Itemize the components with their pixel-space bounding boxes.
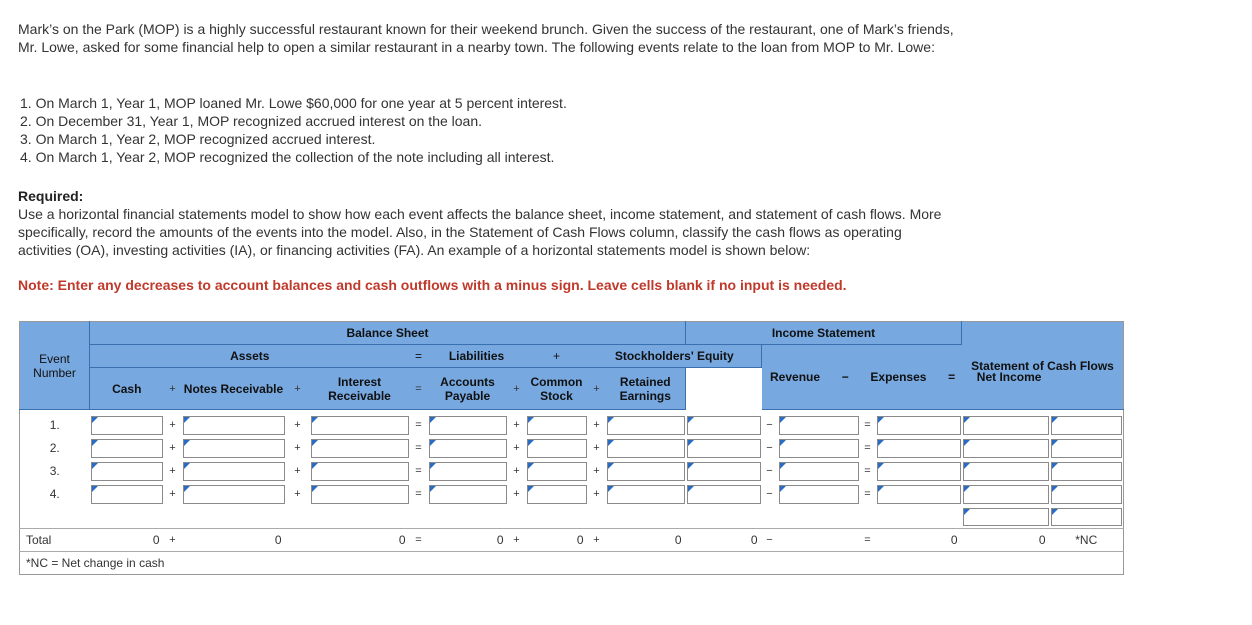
plus-sign: + [169,442,176,454]
cash-header: Cash [90,368,164,410]
revenue-input[interactable] [686,460,762,483]
plus-sign: + [593,465,600,477]
equals-sign: = [410,345,428,368]
net-income-total: 0 [876,529,962,552]
equals-sign: = [864,488,871,500]
net-income-input[interactable] [876,437,962,460]
income-statement-header: Income Statement [686,322,962,345]
equals-sign: = [864,419,871,431]
event-item: 4. On March 1, Year 2, MOP recognized the collection of the note including all interest. [20,149,555,165]
required-text: Use a horizontal financial statements model to show how each event affects the balance sheet, income statement, and statement of cash flows. More specifically, record the amounts of the events into the model. Also, in the Statement of Cash Flows column, classify the cash flows as operating activities (OA), investing activities (IA), or financing activities (FA). An example of a horizontal statements model is shown below: [18,206,942,258]
retained-earnings-input[interactable] [606,483,686,506]
net-income-header: Net Income [976,370,1042,384]
equals-sign: = [415,419,422,431]
total-label: Total [20,529,90,552]
intro-paragraph: Mark’s on the Park (MOP) is a highly successful restaurant known for their weekend brunch. Given the success of the restaurant, one of Mark’s friends, Mr. Lowe, asked for some financial help to open a similar restaurant in a nearby town. The following events relate to the loan from MOP to Mr. Lowe: [18,21,954,55]
plus-sign: + [169,488,176,500]
retained-earnings-total: 0 [606,529,686,552]
notes-receivable-input[interactable] [182,460,286,483]
event-number-header: Event Number [20,322,90,410]
plus-sign: + [286,368,310,410]
cash-flow-class-input[interactable] [1050,414,1124,437]
common-stock-input[interactable] [526,437,588,460]
equals-sign: = [415,488,422,500]
note-text: Note: Enter any decreases to account balances and cash outflows with a minus sign. Leave cells blank if no input is needed. [18,277,847,293]
equals-sign: = [864,442,871,454]
plus-sign: + [593,488,600,500]
interest-receivable-input[interactable] [310,437,410,460]
minus-sign: − [766,465,773,477]
plus-sign: + [164,368,182,410]
equals-sign: = [410,529,428,552]
plus-sign: + [169,419,176,431]
interest-receivable-total: 0 [310,529,410,552]
net-income-input[interactable] [876,414,962,437]
cash-flow-amount-input[interactable] [962,506,1050,529]
expenses-input[interactable] [778,483,860,506]
events-list [20,94,567,166]
retained-earnings-input[interactable] [606,460,686,483]
table-row [20,414,1124,437]
equals-sign: = [864,465,871,477]
table-row [20,506,1124,529]
plus-sign: + [294,442,301,454]
accounts-payable-header: Accounts Payable [428,368,508,410]
notes-receivable-input[interactable] [182,437,286,460]
accounts-payable-input[interactable] [428,460,508,483]
income-subheader [762,345,1050,410]
revenue-input[interactable] [686,437,762,460]
accounts-payable-input[interactable] [428,483,508,506]
liabilities-header: Liabilities [428,345,526,368]
accounts-payable-input[interactable] [428,437,508,460]
accounts-payable-total: 0 [428,529,508,552]
plus-sign: + [593,442,600,454]
interest-receivable-header: Interest Receivable [310,368,410,410]
equals-sign: = [415,442,422,454]
interest-receivable-input[interactable] [310,460,410,483]
cash-flow-amount-input[interactable] [962,437,1050,460]
equals-sign: = [410,368,428,410]
minus-sign: − [841,370,849,384]
retained-earnings-header: Retained Earnings [606,368,686,410]
cash-input[interactable] [90,483,164,506]
plus-sign: + [526,345,588,368]
cash-input[interactable] [90,437,164,460]
plus-sign: + [508,368,526,410]
nc-marker: *NC [1050,529,1124,552]
plus-sign: + [513,465,520,477]
minus-sign: − [766,442,773,454]
plus-sign: + [588,368,606,410]
interest-receivable-input[interactable] [310,414,410,437]
interest-receivable-input[interactable] [310,483,410,506]
plus-sign: + [169,465,176,477]
equals-sign: = [415,465,422,477]
cash-flow-total: 0 [962,529,1050,552]
cash-flow-amount-input[interactable] [962,483,1050,506]
event-label: 4. [49,487,60,501]
expenses-input[interactable] [778,437,860,460]
event-label: 3. [49,464,60,478]
revenue-total: 0 [686,529,762,552]
event-label: 1. [49,418,60,432]
plus-sign: + [513,419,520,431]
plus-sign: + [588,529,606,552]
required-title: Required: [18,188,84,204]
common-stock-input[interactable] [526,483,588,506]
retained-earnings-input[interactable] [606,437,686,460]
equals-sign: = [860,529,876,552]
event-item: 1. On March 1, Year 1, MOP loaned Mr. Lowe $60,000 for one year at 5 percent interest. [20,95,567,111]
plus-sign: + [294,419,301,431]
plus-sign: + [513,488,520,500]
footnote: *NC = Net change in cash [20,552,1124,575]
plus-sign: + [164,529,182,552]
cash-flow-amount-input[interactable] [962,460,1050,483]
plus-sign: + [513,442,520,454]
table-row [20,483,1124,506]
revenue-header: Revenue [770,370,821,384]
stockholders-equity-header: Stockholders' Equity [588,345,762,368]
plus-sign: + [294,488,301,500]
cash-flows-header: Statement of Cash Flows [962,322,1124,410]
assets-header: Assets [90,345,410,368]
revenue-input[interactable] [686,414,762,437]
accounts-payable-input[interactable] [428,414,508,437]
equals-sign: = [948,370,956,384]
net-income-input[interactable] [876,483,962,506]
cash-flow-class-input[interactable] [1050,483,1124,506]
common-stock-input[interactable] [526,460,588,483]
expenses-header: Expenses [870,370,927,384]
balance-sheet-header: Balance Sheet [90,322,686,345]
notes-receivable-header: Notes Receivable [182,368,286,410]
event-item: 3. On March 1, Year 2, MOP recognized accrued interest. [20,131,376,147]
cash-flow-class-input[interactable] [1050,506,1124,529]
plus-sign: + [508,529,526,552]
table-row [20,460,1124,483]
retained-earnings-input[interactable] [606,414,686,437]
cash-input[interactable] [90,414,164,437]
plus-sign: + [593,419,600,431]
notes-receivable-input[interactable] [182,483,286,506]
plus-sign: + [294,465,301,477]
cash-flow-class-input[interactable] [1050,437,1124,460]
event-item: 2. On December 31, Year 1, MOP recognized accrued interest on the loan. [20,113,483,129]
expenses-input[interactable] [778,460,860,483]
cash-input[interactable] [90,460,164,483]
table-row [20,437,1124,460]
minus-sign: − [762,529,778,552]
event-label: 2. [49,441,60,455]
net-income-input[interactable] [876,460,962,483]
horizontal-statements-table [19,321,1124,575]
notes-receivable-input[interactable] [182,414,286,437]
common-stock-header: Common Stock [526,368,588,410]
notes-receivable-total: 0 [182,529,286,552]
total-row [20,529,1124,552]
cash-flow-amount-input[interactable] [962,414,1050,437]
cash-total: 0 [90,529,164,552]
common-stock-total: 0 [526,529,588,552]
revenue-input[interactable] [686,483,762,506]
common-stock-input[interactable] [526,414,588,437]
minus-sign: − [766,419,773,431]
cash-flow-class-input[interactable] [1050,460,1124,483]
minus-sign: − [766,488,773,500]
expenses-input[interactable] [778,414,860,437]
